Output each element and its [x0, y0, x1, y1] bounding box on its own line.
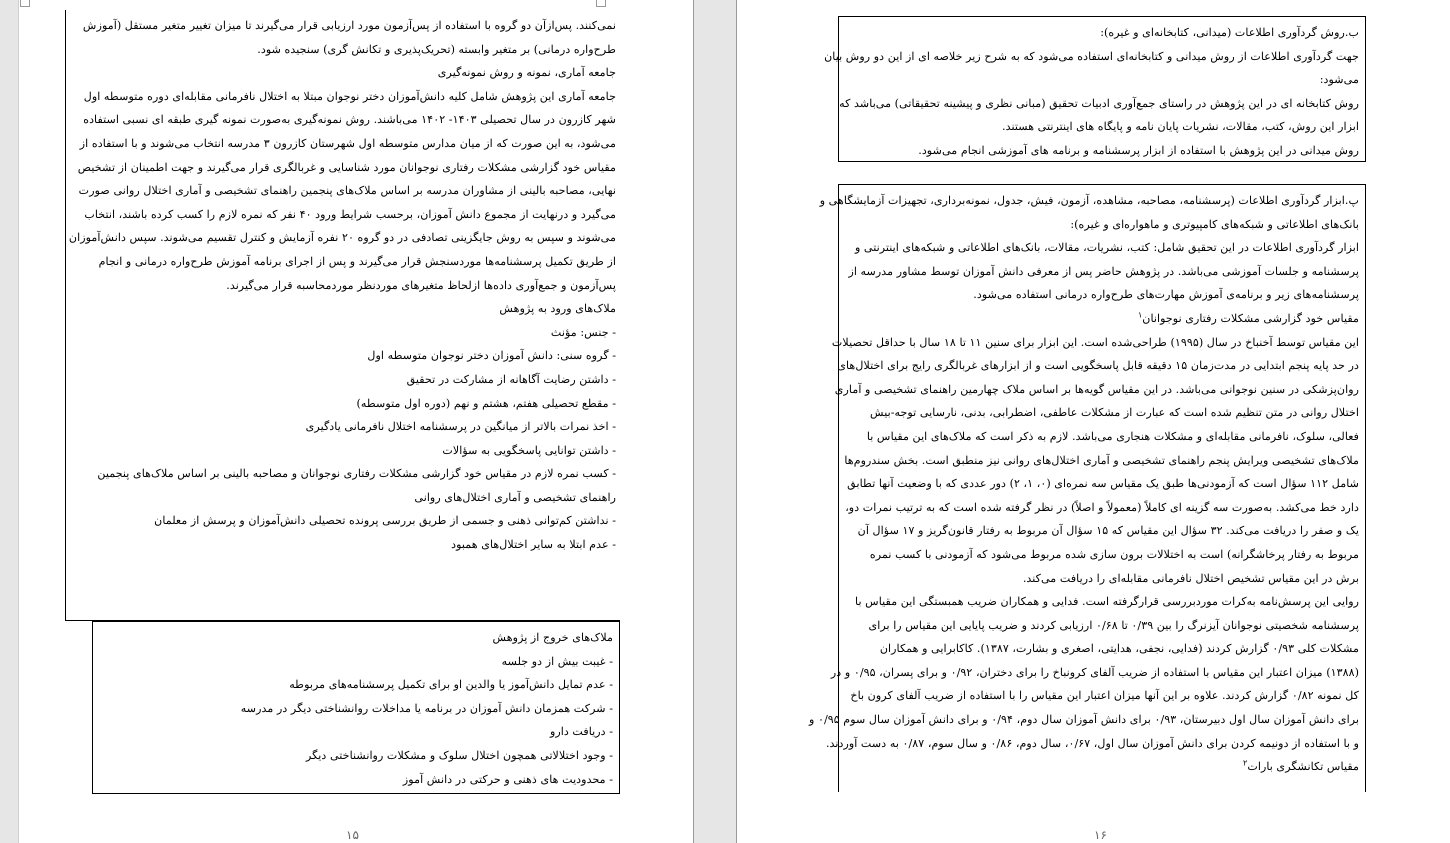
text-line: شامل ۱۱۲ سؤال است که آزمودنی‌ها طبق یک مقیاس سه نمره‌ای (۰، ۱، ۲) دور عددی که با وضعیت آنها تطابق — [847, 477, 1359, 491]
text-line: روش کتابخانه ای در این پژوهش در راستای جمع‌آوری ادبیات تحقیق (مبانی نظری و پیشینه تحقیقاتی) می‌باشد که — [839, 96, 1359, 110]
main-text-box-left — [65, 10, 620, 621]
text-line: این مقیاس توسط آخنباخ در سال (۱۹۹۵) طراحی‌شده است. این ابزار برای سنین ۱۱ تا ۱۸ سال با حداقل تحصیلات — [831, 335, 1359, 349]
text-line: - شرکت همزمان دانش آموزان در برنامه یا مداخلات روانشناختی دیگر در مدرسه — [240, 701, 613, 715]
text-line: جامعه آماری این پژوهش شامل کلیه دانش‌آموزان دختر نوجوان مبتلا به اختلال نافرمانی مقابله‌ای دوره متوسطه اول — [83, 89, 616, 103]
text-line: می‌گیرد و درنهایت از مجموع دانش آموزان، برحسب شرایط ورود ۴۰ نفر که نمره لازم را کسب کرده باشند، انتخاب — [84, 207, 616, 221]
data-collection-tools-box — [808, 184, 1366, 792]
bullet-item — [70, 462, 616, 486]
text-line: - اخذ نمرات بالاتر از میانگین در پرسشنامه اختلال نافرمانی یادگیری — [305, 420, 616, 434]
paragraph-line — [845, 449, 1359, 473]
bullet-item — [70, 439, 616, 463]
bullet-item — [99, 650, 613, 674]
paragraph-line — [808, 708, 1359, 732]
paragraph-line — [70, 297, 616, 321]
paragraph-line — [70, 203, 616, 227]
text-line: پ.ابزار گردآوری اطلاعات (پرسشنامه، مصاحبه، مشاهده، آزمون، فیش، جدول، نمونه‌برداری، تجهیزات آزمایشگاهی و — [819, 194, 1359, 207]
paragraph-line — [845, 401, 1359, 425]
text-line: طرح‌واره درمانی) بر متغیر وابسته (تحریک‌پذیری و تکانش گری) سنجیده شود. — [257, 42, 616, 56]
footnote-mark: ۲ — [1243, 758, 1248, 768]
text-line: یک و صفر را دریافت می‌کند. ۳۲ سؤال این مقیاس که ۱۵ سؤال آن مربوط به رفتار قانون‌گریز و ۱۷ سؤال آن — [857, 524, 1359, 538]
paragraph-line — [845, 236, 1359, 260]
paragraph-line — [70, 486, 616, 510]
paragraph-line — [845, 283, 1359, 307]
footnote-mark: ۱ — [1137, 310, 1143, 320]
paragraph-line — [70, 226, 616, 250]
text-line: برش در این مقیاس تشخیص اختلال نافرمانی مقابله‌ای را دریافت می‌کند. — [1022, 571, 1359, 585]
text-line: ب.روش گردآوری اطلاعات (میدانی، کتابخانه‌ای و غیره): — [1100, 26, 1359, 39]
text-line: جهت گردآوری اطلاعات از روش میدانی و کتابخانه‌ای استفاده می‌شود که به شرح زیر خلاصه ای از این دو روش بیان — [824, 49, 1359, 63]
text-line: می‌شود: — [1319, 73, 1359, 87]
text-line: اختلال روانی در متن تنظیم شده است که عبارت از مشکلات عاطفی، اضطرابی، بدنی، نارسایی توجه-بیش — [869, 406, 1359, 420]
text-line: برای دانش آموزان سال اول دبیرستان، ۰/۹۳ برای دانش آموزان سال دوم، ۰/۹۴ و برای دانش آموزان سال سوم ۰/۹۵ و — [808, 713, 1359, 727]
page-corner-marker — [20, 0, 30, 7]
paragraph-line — [845, 68, 1359, 92]
text-line: - گروه سنی: دانش آموزان دختر نوجوان متوسطه اول — [367, 349, 616, 363]
text-line: پرسشنامه‌های زیر و برنامه‌ی آموزش مهارت‌های طرح‌واره درمانی استفاده می‌شود. — [973, 288, 1359, 302]
text-line: ابزار گردآوری اطلاعات در این تحقیق شامل: کتب، نشریات، مقالات، بانک‌های اطلاعاتی و شبکه‌های اینترنتی و — [854, 241, 1359, 255]
bullet-item — [99, 768, 613, 792]
text-line: - نداشتن کم‌توانی ذهنی و جسمی از طریق بررسی پرونده تحصیلی دانش‌آموزان و پرسش از معلمان — [154, 514, 616, 528]
text-line: - غیبت بیش از دو جلسه — [501, 654, 613, 668]
page-number-right: ۱۶ — [1094, 828, 1107, 842]
text-line: - دریافت دارو — [549, 725, 613, 739]
paragraph-line — [845, 519, 1359, 543]
text-line: مربوط به رفتار پرخاشگرانه) است به اختلالات برون سازی شده مربوط می‌شود که آزمودنی با کسب نمره — [869, 547, 1359, 561]
bullet-item — [70, 368, 616, 392]
section-heading — [819, 189, 1359, 213]
bullet-item — [70, 533, 616, 557]
bullet-item — [70, 509, 616, 533]
bullet-item — [99, 720, 613, 744]
text-line: روش میدانی در این پژوهش با استفاده از ابزار پرسشنامه و برنامه های آموزشی انجام می‌شود. — [918, 143, 1359, 157]
text-line: - عدم تمایل دانش‌آموز یا والدین او برای تکمیل پرسشنامه‌های مربوطه — [289, 678, 613, 692]
text-line: بانک‌های اطلاعاتی و شبکه‌های کامپیوتری و ماهواره‌ای و غیره): — [1070, 217, 1359, 231]
text-line: - مقطع تحصیلی هفتم، هشتم و نهم (دوره اول متوسطه) — [356, 396, 616, 410]
text-line: مقیاس خود گزارشی مشکلات رفتاری نوجوانان مورد شناسایی و غربالگری قرار می‌گیرند و جهت اطمینان از تشخیص — [77, 160, 616, 174]
bullet-item — [70, 321, 616, 345]
text-line: و با استفاده از دونیمه کردن برای دانش آموزان سال اول، ۰/۶۷، سال دوم، ۰/۸۶ و سال سوم، ۰/۸۷ به دست آوردند. — [825, 736, 1359, 750]
text-line: (۱۳۸۸) میزان اعتبار این مقیاس با استفاده از ضریب آلفای کرونباخ را برای دختران، ۰/۹۲ و برای پسران، ۰/۹۵ و در — [830, 665, 1359, 679]
text-line: - جنس: مؤنث — [550, 325, 616, 339]
bullet-item — [99, 744, 613, 768]
paragraph-line — [845, 496, 1359, 520]
text-line: می‌شوند و سپس به روش جایگزینی تصادفی در دو گروه ۲۰ نفره آزمایش و کنترل تقسیم می‌شوند. سپس دانش‌آموزان — [68, 231, 616, 245]
paragraph-line — [70, 132, 616, 156]
text-line: کل نمونه ۰/۸۲ گزارش کردند. علاوه بر این آنها میزان اعتبار این مقیاس را با استفاده از ضریب آلفای کرون باخ — [850, 689, 1359, 703]
page-number-left: ۱۵ — [346, 828, 359, 842]
bullet-item — [99, 697, 613, 721]
bullet-item — [70, 392, 616, 416]
text-line: - محدودیت های ذهنی و حرکتی در دانش آموز — [402, 772, 613, 786]
paragraph-line — [837, 354, 1359, 378]
text-line: می‌شود، به این صورت که از میان مدارس متوسطه اول شهرستان کازرون ۳ مدرسه انتخاب می‌شوند و با استفاده از — [79, 136, 616, 150]
paragraph-line — [831, 331, 1359, 355]
paragraph-line — [824, 45, 1359, 69]
text-line: نهایی، مصاحبه بالینی از مشاوران مدرسه بر اساس ملاک‌های پنجمین راهنمای تشخیصی و آماری اختلال روانی صورت — [78, 184, 616, 198]
text-line: پرسشنامه شخصیتی نوجوانان آیزنرگ را بین ۰/۳۹ تا ۰/۶۸ ارزیابی کردند و ضریب پایایی این مقیاس را برای — [868, 618, 1359, 632]
paragraph-line — [845, 614, 1359, 638]
paragraph-line — [70, 250, 616, 274]
text-line: نمی‌کنند. پس‌ازآن دو گروه با استفاده از پس‌آزمون مورد ارزیابی قرار می‌گیرند تا میزان تغییر متغیر مستقل (آموزش — [82, 19, 616, 32]
exit-criteria-box — [92, 621, 620, 794]
text-line: - عدم ابتلا به سایر اختلال‌های همبود — [451, 538, 616, 552]
paragraph-line — [70, 179, 616, 203]
text-line: ملاک‌های ورود به پژوهش — [499, 302, 616, 316]
text-line: روایی این پرسش‌نامه به‌کرات موردبررسی قرارگرفته است. فدایی و همکاران ضریب همبستگی این مقیاس با — [855, 595, 1359, 609]
paragraph-line — [845, 472, 1359, 496]
paragraph-line — [845, 567, 1359, 591]
paragraph-line — [825, 732, 1359, 756]
paragraph-line — [845, 425, 1359, 449]
text-line: مقیاس تکانشگری بارات — [1247, 760, 1359, 774]
paragraph-line — [845, 543, 1359, 567]
paragraph-line — [70, 85, 616, 109]
text-line: فعالی، سلوک، نافرمانی مقابله‌ای و مشکلات هنجاری می‌باشد. لازم به ذکر است که ملاک‌های این مقیاس با — [866, 429, 1359, 443]
text-line: - داشتن توانایی پاسخگویی به سؤالات — [442, 443, 616, 457]
section-heading — [99, 626, 613, 650]
paragraph-line — [845, 590, 1359, 614]
section-heading — [845, 307, 1359, 331]
text-line: - وجود اختلالاتی همچون اختلال سلوک و مشکلات روانشناختی دیگر — [305, 748, 613, 762]
text-line: از طریق تکمیل پرسشنامه‌ها موردسنجش قرار می‌گیرند و پس از اجرای برنامه آموزش طرح‌واره درمانی و انجام — [98, 254, 616, 268]
text-line: راهنمای تشخیصی و آماری اختلال‌های روانی — [414, 490, 616, 504]
bullet-item — [70, 415, 616, 439]
page-corner-marker — [596, 0, 606, 7]
paragraph-line — [845, 684, 1359, 708]
paragraph-line — [70, 274, 616, 298]
text-line: - داشتن رضایت آگاهانه از مشارکت در تحقیق — [406, 372, 616, 386]
paragraph-line — [834, 378, 1359, 402]
text-line: روان‌پزشکی در سنین نوجوانی می‌باشد. در این مقیاس گویه‌ها بر اساس ملاک چهارمین راهنمای تشخیصی و آماری — [834, 382, 1359, 396]
section-heading — [845, 755, 1359, 779]
paragraph-line — [845, 260, 1359, 284]
text-line: ملاک‌های خروج از پژوهش — [492, 631, 613, 644]
text-line: دارد خط می‌کشد. به‌صورت سه گزینه ای کاملاً (معمولاً و اصلاً) در نظر گرفته شده است که به ترتیب نمرات دو، — [845, 500, 1359, 514]
paragraph-line — [839, 92, 1359, 116]
bullet-item — [99, 673, 613, 697]
paragraph-line — [70, 156, 616, 180]
text-line: پرسشنامه و جلسات آموزشی می‌باشد. در پژوهش حاضر پس از معرفی دانش آموزان توسط مشاور مدرسه از — [848, 264, 1359, 278]
text-line: - کسب نمره لازم در مقیاس خود گزارشی مشکلات رفتاری نوجوانان و مصاحبه بالینی بر اساس ملاک‌های پنجمین — [97, 467, 616, 481]
data-collection-method-box — [824, 16, 1366, 162]
text-line: ابزار این روش، کتب، مقالات، نشریات پایان نامه و پایگاه های اینترنتی هستند. — [1002, 120, 1359, 134]
text-line: جامعه آماری، نمونه و روش نمونه‌گیری — [437, 66, 616, 80]
text-line: در حد پایه پنجم ابتدایی در مدت‌زمان ۱۵ دقیقه قابل پاسخگویی است و از ابزارهای غربالگری رایج برای اختلال‌های — [837, 359, 1359, 373]
bullet-item — [70, 344, 616, 368]
text-line: ملاک‌های تشخیصی ویرایش پنجم راهنمای تشخیصی و آماری اختلال‌های روانی نیز منطبق است. بخش سندروم‌ها — [844, 453, 1359, 467]
paragraph-line — [70, 108, 616, 132]
paragraph-line — [845, 213, 1359, 237]
text-line: مشکلات کلی ۰/۹۳ گزارش کردند (فدایی، نجفی، هدایتی، اصغری و بشارت، ۱۳۸۷). کاکابرایی و همکاران — [879, 642, 1359, 656]
text-line: شهر کازرون در سال تحصیلی ۱۴۰۳- ۱۴۰۲ می‌باشند. روش نمونه‌گیری به‌صورت نمونه گیری طبقه ای نسبی استفاده — [83, 113, 616, 127]
paragraph-line — [845, 115, 1359, 139]
section-heading — [845, 21, 1359, 45]
paragraph-line — [70, 38, 616, 62]
paragraph-line — [70, 14, 616, 38]
text-line: مقیاس خود گزارشی مشکلات رفتاری نوجوانان — [1142, 311, 1359, 325]
paragraph-line — [70, 61, 616, 85]
paragraph-line — [845, 139, 1359, 163]
paragraph-line — [830, 661, 1359, 685]
text-line: پس‌آزمون و جمع‌آوری داده‌ها ازلحاظ متغیرهای موردنظر موردمحاسبه قرار می‌گیرند. — [226, 278, 616, 292]
paragraph-line — [845, 637, 1359, 661]
